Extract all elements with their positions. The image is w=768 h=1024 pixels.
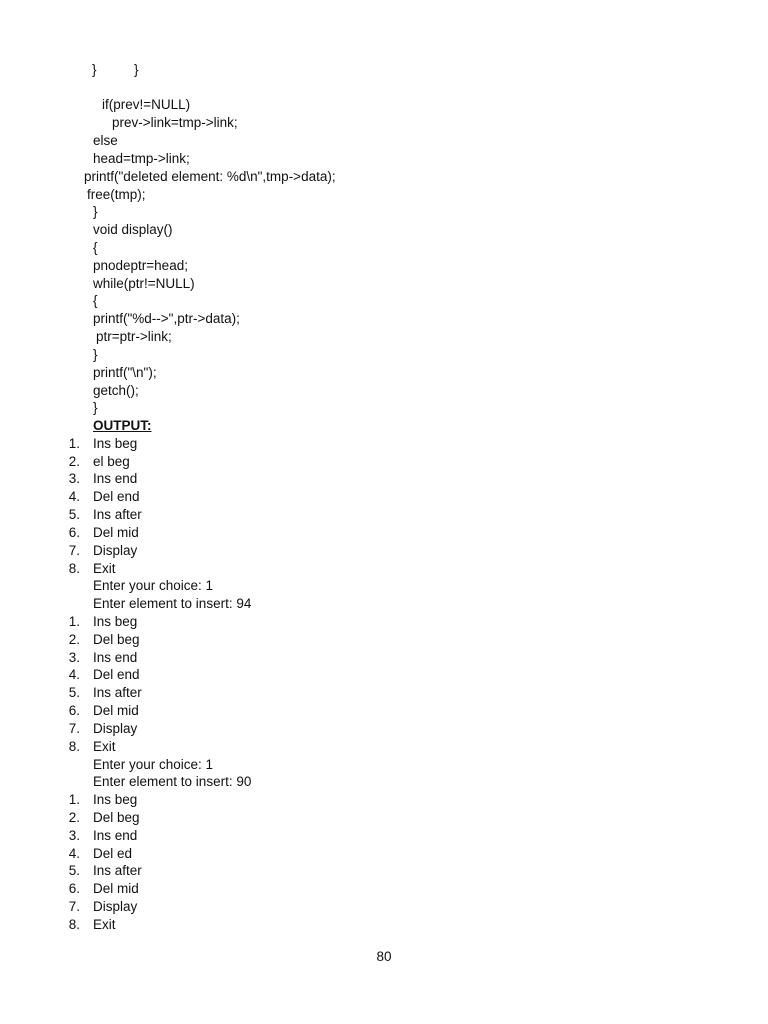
list-number: 6. — [68, 703, 80, 718]
menu-item: Del end — [93, 489, 140, 504]
menu-item: Display — [93, 721, 138, 736]
menu-item: Ins after — [93, 863, 142, 878]
menu-item: Ins end — [93, 471, 138, 486]
list-number: 6. — [68, 525, 80, 540]
menu-item: Del mid — [93, 881, 139, 896]
page-number: 80 — [376, 949, 392, 964]
list-number: 1. — [68, 614, 80, 629]
list-number: 5. — [68, 507, 80, 522]
code-line: head=tmp->link; — [93, 151, 190, 166]
menu-item: Ins end — [93, 828, 138, 843]
code-line: if(prev!=NULL) — [102, 97, 191, 112]
menu-item: Del ed — [93, 846, 133, 861]
menu-item: Exit — [93, 561, 116, 576]
list-number: 7. — [68, 543, 80, 558]
prompt-insert: Enter element to insert: 90 — [93, 774, 252, 789]
code-line: } — [93, 400, 98, 415]
code-line: printf("deleted element: %d\n",tmp->data); — [84, 169, 336, 184]
list-number: 8. — [68, 561, 80, 576]
menu-item: Ins beg — [93, 436, 138, 451]
menu-item: Display — [93, 543, 138, 558]
code-line: else — [93, 133, 118, 148]
code-line: free(tmp); — [87, 187, 146, 202]
code-line: pnodeptr=head; — [93, 258, 188, 273]
menu-item: Ins after — [93, 507, 142, 522]
list-number: 6. — [68, 881, 80, 896]
prompt-choice: Enter your choice: 1 — [93, 578, 214, 593]
list-number: 3. — [68, 650, 80, 665]
list-number: 2. — [68, 632, 80, 647]
list-number: 3. — [68, 471, 80, 486]
list-number: 4. — [68, 846, 80, 861]
menu-item: Del mid — [93, 703, 139, 718]
list-number: 7. — [68, 721, 80, 736]
list-number: 4. — [68, 489, 80, 504]
code-line: while(ptr!=NULL) — [93, 276, 195, 291]
list-number: 5. — [68, 863, 80, 878]
code-line: getch(); — [93, 383, 139, 398]
prompt-insert: Enter element to insert: 94 — [93, 596, 252, 611]
menu-item: el beg — [93, 454, 130, 469]
menu-item: Del mid — [93, 525, 139, 540]
list-number: 5. — [68, 685, 80, 700]
list-number: 4. — [68, 667, 80, 682]
code-line: ptr=ptr->link; — [96, 329, 172, 344]
menu-item: Exit — [93, 739, 116, 754]
list-number: 1. — [68, 436, 80, 451]
list-number: 2. — [68, 454, 80, 469]
list-number: 2. — [68, 810, 80, 825]
list-number: 8. — [68, 917, 80, 932]
menu-item: Ins after — [93, 685, 142, 700]
list-number: 8. — [68, 739, 80, 754]
output-heading: OUTPUT: — [93, 418, 152, 433]
list-number: 1. — [68, 792, 80, 807]
menu-item: Display — [93, 899, 138, 914]
code-line: } — [93, 204, 98, 219]
code-line: void display() — [93, 222, 173, 237]
menu-item: Del beg — [93, 810, 140, 825]
code-line: { — [93, 293, 98, 308]
menu-item: Del end — [93, 667, 140, 682]
list-number: 3. — [68, 828, 80, 843]
code-line: prev->link=tmp->link; — [112, 115, 238, 130]
code-line: printf("%d-->",ptr->data); — [93, 311, 240, 326]
menu-item: Ins end — [93, 650, 138, 665]
menu-item: Del beg — [93, 632, 140, 647]
menu-item: Ins beg — [93, 614, 138, 629]
menu-item: Exit — [93, 917, 116, 932]
prompt-choice: Enter your choice: 1 — [93, 757, 214, 772]
code-line: } } — [92, 62, 139, 77]
code-line: { — [93, 240, 98, 255]
code-line: printf("\n"); — [93, 365, 157, 380]
code-line: } — [93, 347, 98, 362]
menu-item: Ins beg — [93, 792, 138, 807]
list-number: 7. — [68, 899, 80, 914]
